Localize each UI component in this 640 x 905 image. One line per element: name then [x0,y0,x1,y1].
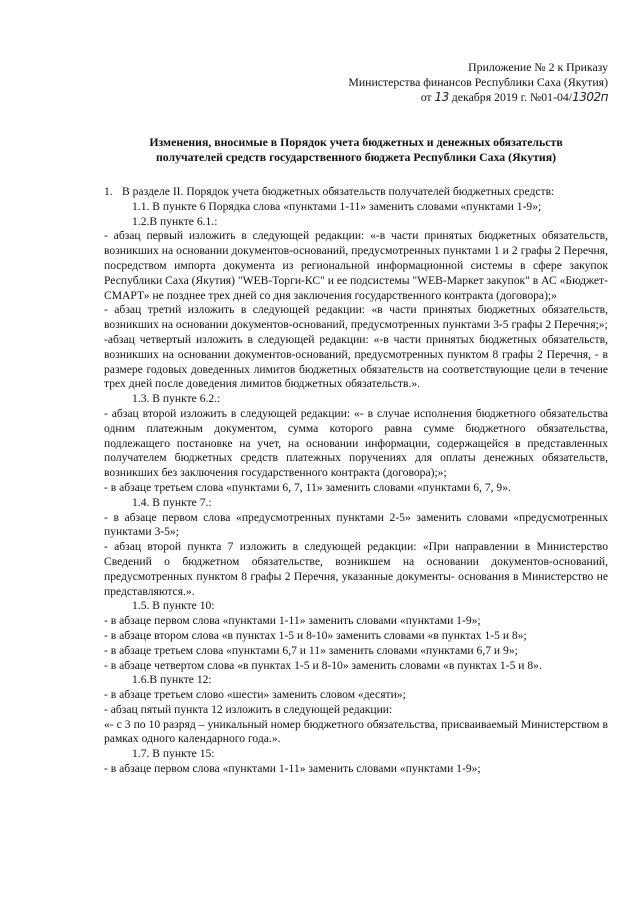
paragraph-1-7: 1.7. В пункте 15: [132,747,215,761]
paragraph: - в абзаце втором слова «в пунктах 1-5 и 8-10» заменить словами «в пунктах 1-5 и 8»; [104,628,527,642]
paragraph: - в абзаце первом слова «пунктами 1-11» заменить словами «пунктами 1-9»; [104,614,481,628]
appendix-line-2: Министерства финансов Республики Саха (Якутия) [348,75,608,89]
paragraph: - в абзаце третьем слова «пунктами 6, 7, 11» заменить словами «пунктами 6, 7, 9». [104,480,511,494]
title-line-1: Изменения, вносимые в Порядок учета бюджетных и денежных обязательств [149,135,563,149]
handwritten-day: 13 [434,90,449,104]
paragraph: - в абзаце третьем слово «шести» заменить словом «десяти»; [104,688,406,702]
paragraph-1-2: 1.2.В пункте 6.1.: [132,214,218,228]
section-item-1 [104,185,608,200]
appendix-header [104,60,608,105]
handwritten-order-number: 1302 [572,90,601,104]
date-and-number: декабря 2019 г. №01-04/ [451,90,573,104]
document-title [104,135,608,165]
paragraph-1-6: 1.6.В пункте 12: [132,673,212,687]
date-prefix: от [420,90,432,104]
paragraph-1-4: 1.4. В пункте 7.: [132,495,212,509]
paragraph-1-1: 1.1. В пункте 6 Порядка слова «пунктами 1-11» заменить словами «пунктами 1-9»; [132,199,542,213]
paragraph: - абзац второй изложить в следующей редакции: «- в случае исполнения бюджетного обязательства одним платежным документом, сумма которого равна сумме бюджетного обязательства, подлежащего постановке на учет, на основании информации, содержащейся в представленных получателем бюджетных средств платежных поручениях для оплаты денежных обязательств, возникших без заключения государственного контракта (договора);»; [104,406,608,480]
paragraph: «- с 3 по 10 разряд – уникальный номер бюджетного обязательства, присваиваемый Министерством в рамках одного календарного года.». [104,717,608,746]
item-text: В разделе II. Порядок учета бюджетных обязательств получателей бюджетных средств: [122,185,555,198]
appendix-line-1: Приложение № 2 к Приказу [468,60,608,74]
appendix-line-3 [421,90,608,105]
paragraph: - в абзаце четвертом слова «в пунктах 1-5 и 8-10» заменить словами «в пунктах 1-5 и 8». [104,658,542,672]
paragraph-1-3: 1.3. В пункте 6.2.: [132,392,221,406]
paragraph: - абзац второй пункта 7 изложить в следующей редакции: «При направлении в Министерство Сведений о бюджетном обязательстве, возникшем на основании документов-оснований, предусмотренных пунктом 8 графы 2 Перечня, указанные документы- основания в Министерство не представляются.». [104,540,608,598]
handwritten-order-suffix: п [600,90,608,104]
paragraph: - абзац первый изложить в следующей редакции: «-в части принятых бюджетных обязательств, возникших на основании документов-оснований, предусмотренных пунктами 1 и 2 графы 2 Перечня, посредством импорта документа из региональной информационной системы в сфере закупок Республики Саха (Якутия) "WEB-Торги-КС" и ее подсистемы "WEB-Маркет закупок" в АС «Бюджет-СМАРТ» не позднее трех дней со дня заключения государственного контракта (договора);» [104,229,608,302]
paragraph: - в абзаце третьем слова «пунктами 6,7 и 11» заменить словами «пунктами 6,7 и 9»; [104,643,518,657]
paragraph: - абзац пятый пункта 12 изложить в следующей редакции: [104,702,393,716]
paragraph: - в абзаце первом слова «предусмотренных пунктами 2-5» заменить словами «предусмотренных пунктами 3-5»; [104,510,608,539]
paragraph: - в абзаце первом слова «пунктами 1-11» заменить словами «пунктами 1-9»; [104,762,481,776]
paragraph-1-5: 1.5. В пункте 10: [132,599,215,613]
paragraph: -абзац четвертый изложить в следующей редакции: «-в части принятых бюджетных обязательств, возникших на основании документов-оснований, предусмотренных пунктом 8 графы 2 Перечня, - в размере годовых доведенных лимитов бюджетных обязательств на соответствующие цели в течение трех дней после доведения лимитов бюджетных обязательств.». [104,332,608,391]
paragraph: - абзац третий изложить в следующей редакции: «в части принятых бюджетных обязательств, возникших на основании документов-оснований, предусмотренных пунктами 3-5 графы 2 Перечня;»; [104,303,608,332]
title-line-2: получателей средств государственного бюджета Республики Саха (Якутия) [155,150,557,164]
item-number: 1. [104,185,113,198]
